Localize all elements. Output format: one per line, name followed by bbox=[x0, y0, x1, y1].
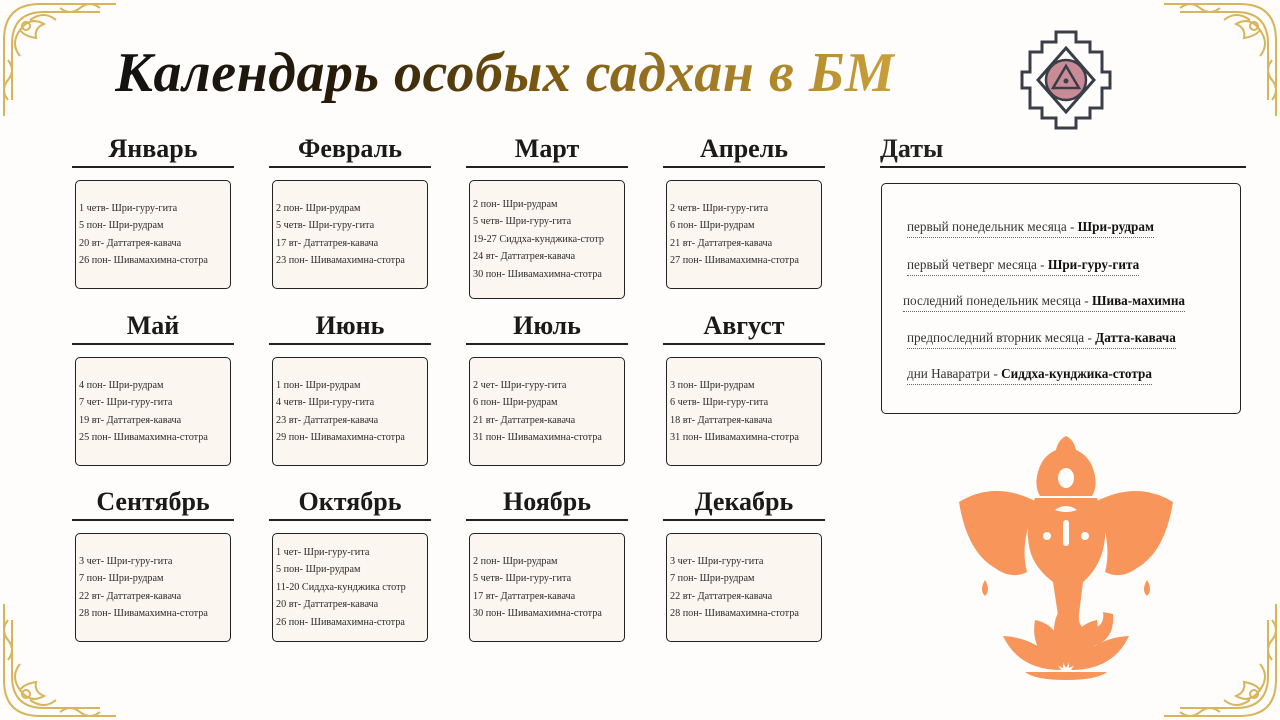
month-card bbox=[666, 533, 822, 642]
date-rule-when: первый понедельник месяца - bbox=[907, 219, 1078, 234]
date-rule-practice: Шри-рудрам bbox=[1077, 219, 1154, 234]
ganesha-icon bbox=[955, 432, 1177, 682]
month-name: Ноябрь bbox=[502, 487, 591, 516]
list-item: 26 пон- Шивамахимна-стотра bbox=[276, 616, 405, 628]
month-february bbox=[269, 132, 431, 289]
list-item: 2 пон- Шри-рудрам bbox=[473, 198, 558, 210]
list-item: 24 вт- Даттатрея-кавача bbox=[473, 251, 576, 263]
yantra-icon bbox=[1018, 28, 1114, 132]
list-item: 4 пон- Шри-рудрам bbox=[79, 379, 164, 391]
month-name: Июль bbox=[513, 311, 581, 340]
ornament-corner-icon bbox=[1160, 0, 1280, 120]
month-june bbox=[269, 309, 431, 466]
list-item: 25 пон- Шивамахимна-стотра bbox=[79, 431, 208, 443]
month-card bbox=[272, 533, 428, 642]
month-card bbox=[469, 533, 625, 642]
list-item: 20 вт- Даттатрея-кавача bbox=[276, 599, 379, 611]
list-item: 2 четв- Шри-гуру-гита bbox=[670, 202, 769, 214]
month-card bbox=[75, 357, 231, 466]
list-item: 5 пон- Шри-рудрам bbox=[276, 564, 361, 576]
list-item: 5 пон- Шри-рудрам bbox=[79, 220, 164, 232]
date-rule-practice: Сиддха-кунджика-стотра bbox=[1001, 366, 1152, 381]
list-item: 31 пон- Шивамахимна-стотра bbox=[473, 431, 602, 443]
list-item: 3 чет- Шри-гуру-гита bbox=[670, 555, 764, 567]
list-item: 5 четв- Шри-гуру-гита bbox=[473, 573, 572, 585]
month-name: Январь bbox=[108, 134, 198, 163]
dates-heading: Даты bbox=[880, 134, 944, 163]
page-title: Календарь особых садхан в БМ bbox=[115, 38, 895, 108]
list-item: 2 чет- Шри-гуру-гита bbox=[473, 379, 567, 391]
date-rule bbox=[907, 219, 1154, 238]
date-rule-when: последний понедельник месяца - bbox=[903, 293, 1092, 308]
list-item: 2 пон- Шри-рудрам bbox=[473, 555, 558, 567]
list-item: 7 пон- Шри-рудрам bbox=[670, 573, 755, 585]
list-item: 28 пон- Шивамахимна-стотра bbox=[670, 607, 799, 619]
month-name: Февраль bbox=[298, 134, 402, 163]
month-name: Август bbox=[703, 311, 785, 340]
list-item: 30 пон- Шивамахимна-стотра bbox=[473, 607, 602, 619]
list-item: 20 вт- Даттатрея-кавача bbox=[79, 237, 182, 249]
date-rule bbox=[903, 293, 1185, 312]
list-item: 2 пон- Шри-рудрам bbox=[276, 202, 361, 214]
date-rule-when: предпоследний вторник месяца - bbox=[907, 330, 1096, 345]
month-october bbox=[269, 485, 431, 642]
list-item: 23 пон- Шивамахимна-стотра bbox=[276, 254, 405, 266]
month-name: Июнь bbox=[315, 311, 385, 340]
month-april bbox=[663, 132, 825, 289]
list-item: 17 вт- Даттатрея-кавача bbox=[473, 590, 576, 602]
month-september bbox=[72, 485, 234, 642]
list-item: 31 пон- Шивамахимна-стотра bbox=[670, 431, 799, 443]
list-item: 17 вт- Даттатрея-кавача bbox=[276, 237, 379, 249]
list-item: 21 вт- Даттатрея-кавача bbox=[670, 237, 773, 249]
month-march bbox=[466, 132, 628, 299]
month-card bbox=[272, 357, 428, 466]
list-item: 19-27 Сиддха-кунджика-стотр bbox=[473, 233, 605, 245]
list-item: 19 вт- Даттатрея-кавача bbox=[79, 414, 182, 426]
month-july bbox=[466, 309, 628, 466]
list-item: 4 четв- Шри-гуру-гита bbox=[276, 397, 375, 409]
month-name: Март bbox=[514, 134, 580, 163]
date-rule-practice: Шива-махимна bbox=[1091, 293, 1186, 308]
month-name: Сентябрь bbox=[96, 487, 210, 516]
month-card bbox=[75, 533, 231, 642]
date-rule-when: первый четверг месяца - bbox=[907, 257, 1048, 272]
ornament-corner-icon bbox=[1160, 600, 1280, 720]
date-rule-when: дни Наваратри - bbox=[907, 366, 1002, 381]
month-name: Декабрь bbox=[694, 487, 794, 516]
date-rule bbox=[907, 330, 1176, 349]
month-name: Апрель bbox=[699, 134, 789, 163]
month-card bbox=[272, 180, 428, 289]
list-item: 1 четв- Шри-гуру-гита bbox=[79, 202, 178, 214]
month-name: Май bbox=[126, 311, 180, 340]
list-item: 1 чет- Шри-гуру-гита bbox=[276, 546, 370, 558]
list-item: 22 вт- Даттатрея-кавача bbox=[79, 590, 182, 602]
list-item: 18 вт- Даттатрея-кавача bbox=[670, 414, 773, 426]
dates-header bbox=[880, 132, 1246, 168]
list-item: 5 четв- Шри-гуру-гита bbox=[276, 220, 375, 232]
month-may bbox=[72, 309, 234, 466]
list-item: 28 пон- Шивамахимна-стотра bbox=[79, 607, 208, 619]
month-name: Октябрь bbox=[298, 487, 402, 516]
list-item: 27 пон- Шивамахимна-стотра bbox=[670, 254, 799, 266]
month-january bbox=[72, 132, 234, 289]
month-card bbox=[666, 357, 822, 466]
list-item: 11-20 Сиддха-кунджика стотр bbox=[276, 581, 406, 593]
list-item: 26 пон- Шивамахимна-стотра bbox=[79, 254, 208, 266]
month-august bbox=[663, 309, 825, 466]
list-item: 29 пон- Шивамахимна-стотра bbox=[276, 431, 405, 443]
list-item: 6 пон- Шри-рудрам bbox=[473, 397, 558, 409]
date-rule bbox=[907, 366, 1152, 385]
date-rule bbox=[907, 257, 1139, 276]
month-card bbox=[469, 180, 625, 299]
list-item: 30 пон- Шивамахимна-стотра bbox=[473, 268, 602, 280]
list-item: 5 четв- Шри-гуру-гита bbox=[473, 216, 572, 228]
list-item: 7 чет- Шри-гуру-гита bbox=[79, 397, 173, 409]
date-rule-practice: Датта-кавача bbox=[1095, 330, 1176, 345]
list-item: 23 вт- Даттатрея-кавача bbox=[276, 414, 379, 426]
list-item: 21 вт- Даттатрея-кавача bbox=[473, 414, 576, 426]
list-item: 1 пон- Шри-рудрам bbox=[276, 379, 361, 391]
month-november bbox=[466, 485, 628, 642]
date-rule-practice: Шри-гуру-гита bbox=[1047, 257, 1140, 272]
list-item: 7 пон- Шри-рудрам bbox=[79, 573, 164, 585]
list-item: 6 пон- Шри-рудрам bbox=[670, 220, 755, 232]
list-item: 6 четв- Шри-гуру-гита bbox=[670, 397, 769, 409]
list-item: 3 пон- Шри-рудрам bbox=[670, 379, 755, 391]
month-card bbox=[666, 180, 822, 289]
ornament-corner-icon bbox=[0, 0, 120, 120]
month-card bbox=[75, 180, 231, 289]
list-item: 22 вт- Даттатрея-кавача bbox=[670, 590, 773, 602]
month-card bbox=[469, 357, 625, 466]
month-december bbox=[663, 485, 825, 642]
list-item: 3 чет- Шри-гуру-гита bbox=[79, 555, 173, 567]
